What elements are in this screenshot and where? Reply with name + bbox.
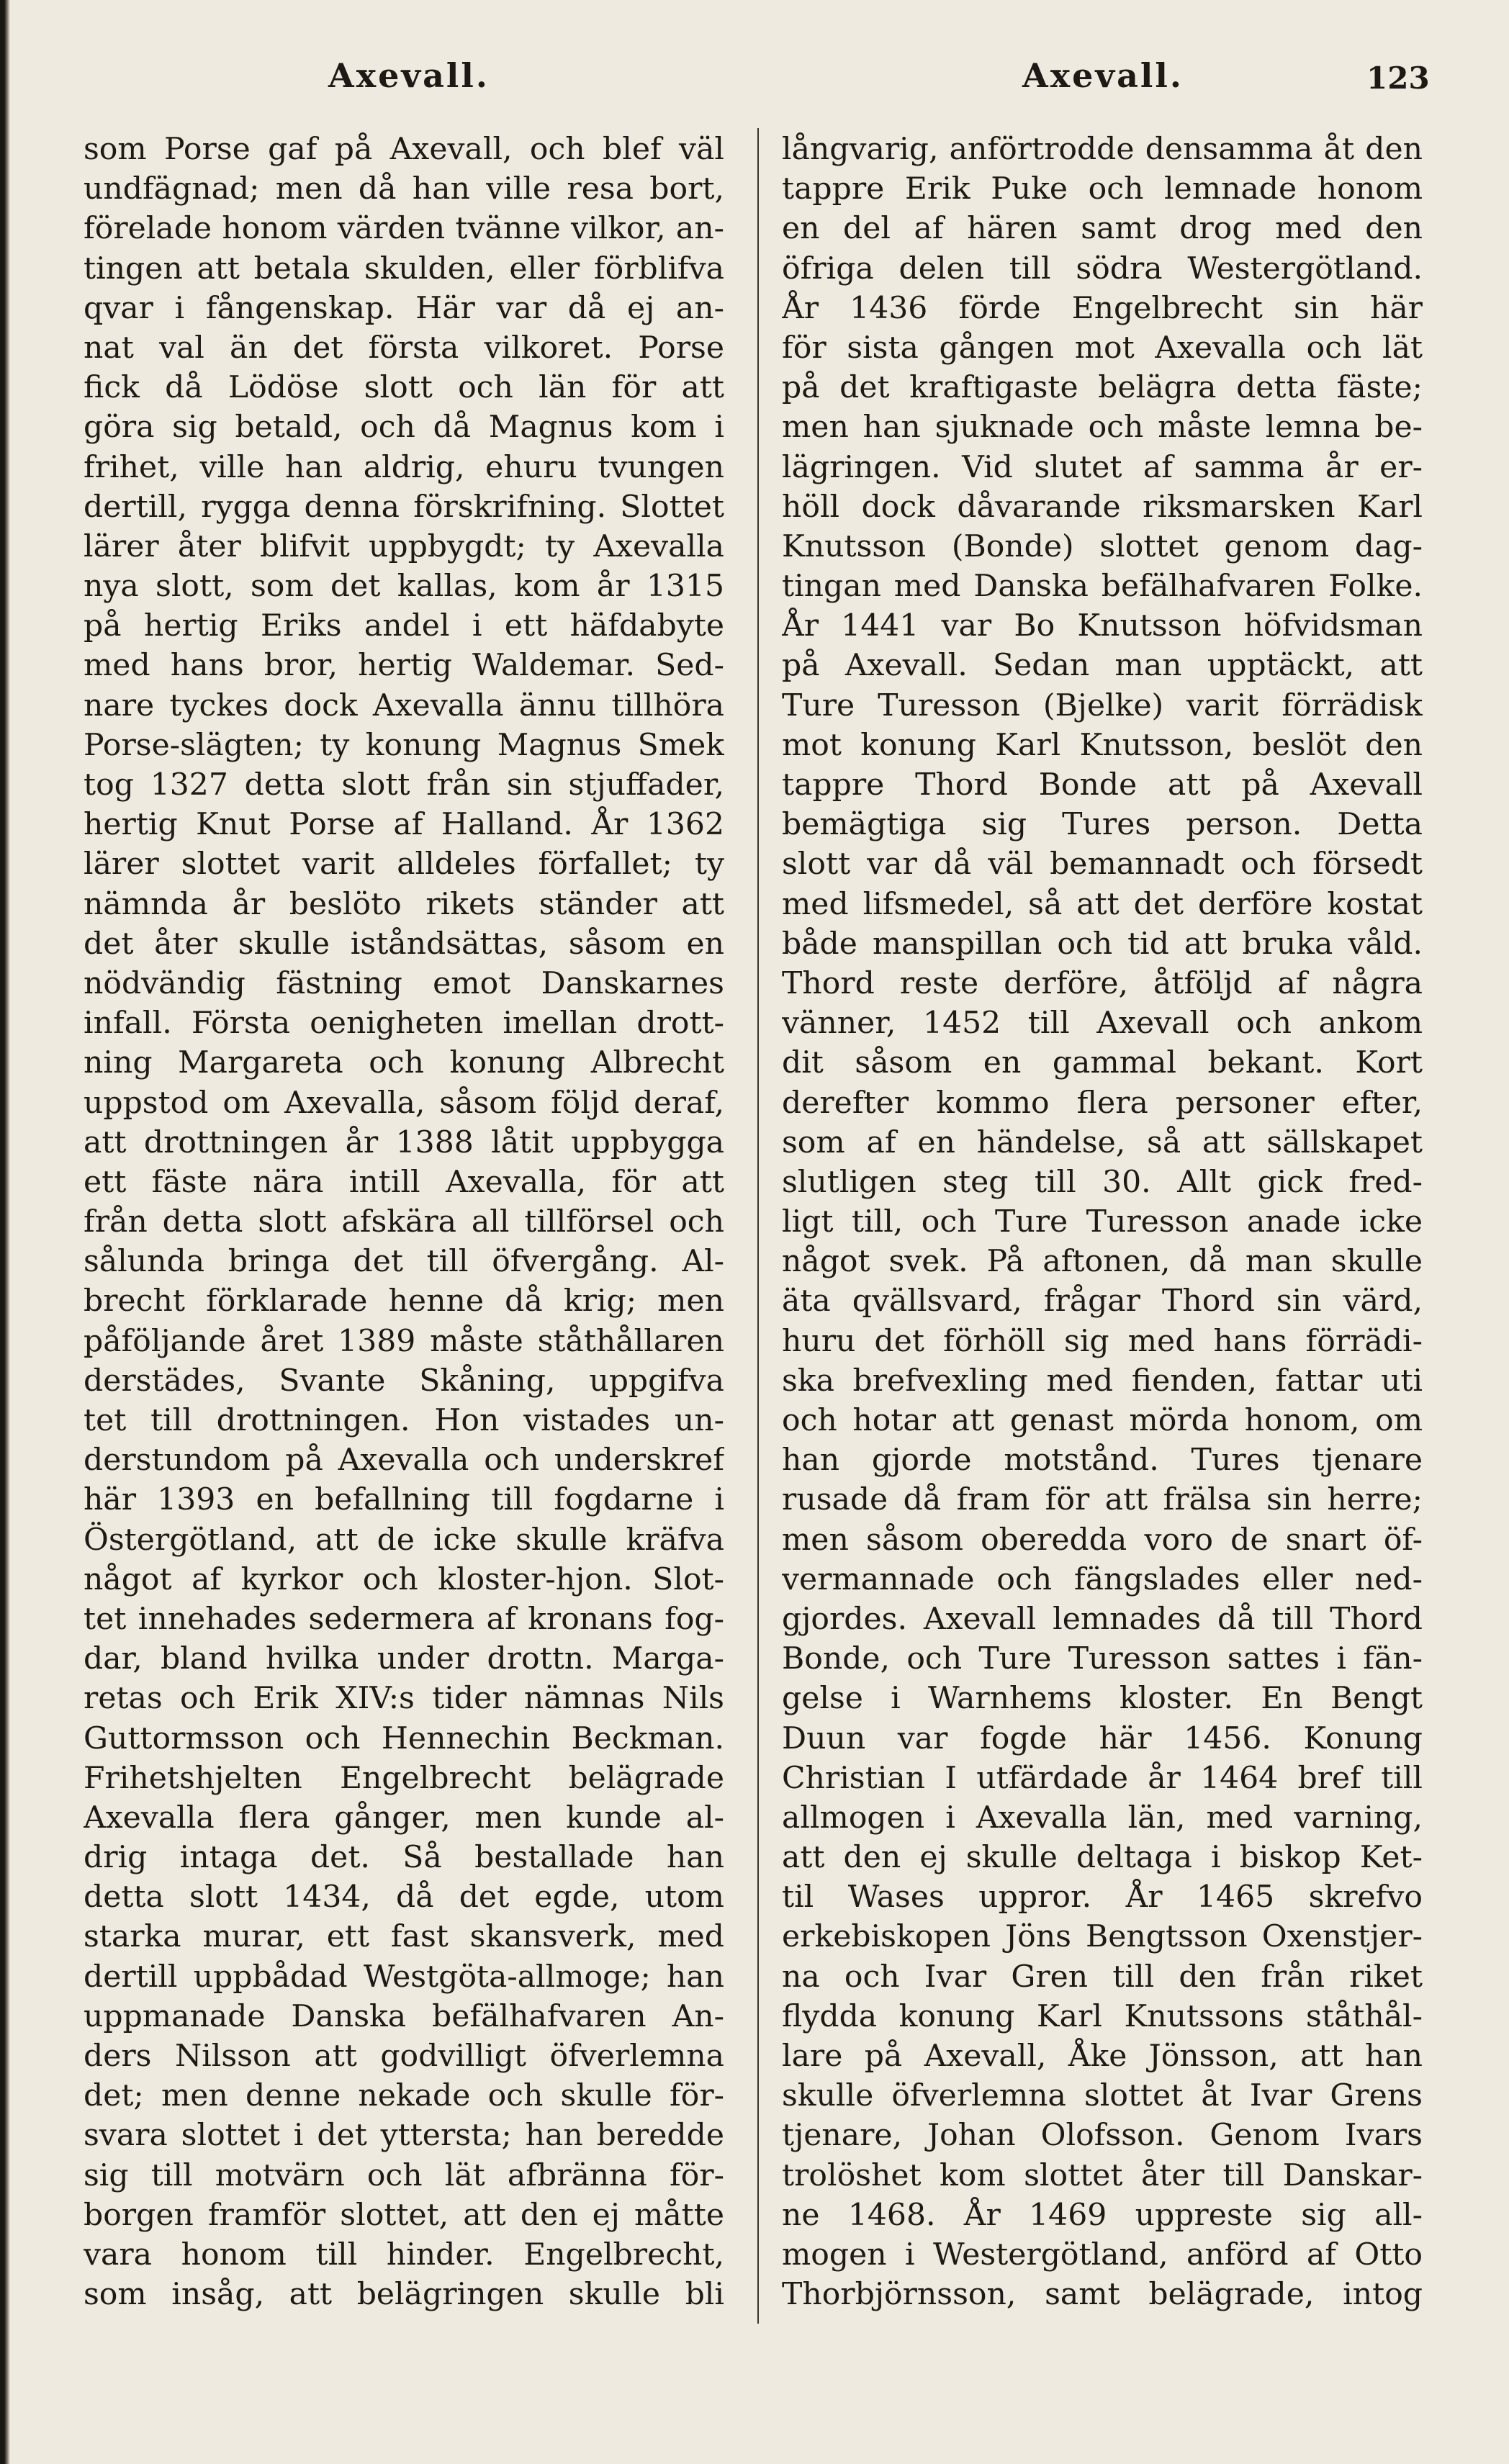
text-line: Porse-slägten; ty konung Magnus Smek xyxy=(84,727,724,763)
text-line: hertig Knut Porse af Halland. År 1362 xyxy=(84,807,724,843)
text-line: påföljande året 1389 måste ståthållaren xyxy=(84,1323,724,1359)
text-line: rusade då fram för att frälsa sin herre; xyxy=(782,1482,1423,1518)
text-line: undfägnad; men då han ville resa bort, xyxy=(84,171,724,207)
text-line: på det kraftigaste belägra detta fäste; xyxy=(782,370,1423,406)
text-line: derstundom på Axevalla och underskref xyxy=(84,1443,724,1479)
text-line: och hotar att genast mörda honom, om xyxy=(782,1403,1423,1438)
text-line: med hans bror, hertig Waldemar. Sed- xyxy=(84,648,724,684)
text-line: ett fäste nära intill Axevalla, för att xyxy=(84,1164,724,1200)
text-line: gjordes. Axevall lemnades då till Thord xyxy=(782,1601,1423,1637)
text-line: öfriga delen till södra Westergötland. xyxy=(782,251,1423,286)
text-line: slutligen steg till 30. Allt gick fred- xyxy=(782,1164,1423,1200)
text-line: vermannade och fängslades eller ned- xyxy=(782,1561,1423,1597)
text-line: ning Margareta och konung Albrecht xyxy=(84,1045,724,1081)
text-line: Ture Turesson (Bjelke) varit förrädisk xyxy=(782,687,1423,723)
left-text-column xyxy=(84,130,724,2314)
text-line: tingen att betala skulden, eller förblifva xyxy=(84,251,724,286)
text-line: retas och Erik XIV:s tider nämnas Nils xyxy=(84,1681,724,1717)
text-line: vänner, 1452 till Axevall och ankom xyxy=(782,1006,1423,1042)
text-line: Bonde, och Ture Turesson sattes i fän- xyxy=(782,1641,1423,1677)
text-line: lare på Axevall, Åke Jönsson, att han xyxy=(782,2039,1423,2074)
text-line: från detta slott afskära all tillförsel och xyxy=(84,1204,724,1240)
text-line: äta qvällsvard, frågar Thord sin värd, xyxy=(782,1283,1423,1319)
text-line: infall. Första oenigheten imellan drott- xyxy=(84,1006,724,1042)
text-line: År 1441 var Bo Knutsson höfvidsman xyxy=(782,608,1423,644)
text-line: för sista gången mot Axevalla och lät xyxy=(782,330,1423,366)
text-line: det; men denne nekade och skulle för- xyxy=(84,2078,724,2114)
text-line: nya slott, som det kallas, kom år 1315 xyxy=(84,569,724,605)
text-line: han gjorde motstånd. Tures tjenare xyxy=(782,1443,1423,1479)
text-line: nat val än det första vilkoret. Porse xyxy=(84,330,724,366)
text-line: som af en händelse, så att sällskapet xyxy=(782,1124,1423,1160)
text-line: Christian I utfärdade år 1464 bref till xyxy=(782,1760,1423,1796)
text-line: allmogen i Axevalla län, med varning, xyxy=(782,1800,1423,1836)
text-line: tingan med Danska befälhafvaren Folke. xyxy=(782,569,1423,605)
text-line: lärer åter blifvit uppbygdt; ty Axevalla xyxy=(84,528,724,564)
text-line: qvar i fångenskap. Här var då ej an- xyxy=(84,290,724,326)
text-line: tet till drottningen. Hon vistades un- xyxy=(84,1403,724,1438)
text-line: dertill, rygga denna förskrifning. Slottet xyxy=(84,489,724,525)
text-line: Axevalla flera gånger, men kunde al- xyxy=(84,1800,724,1836)
text-line: ders Nilsson att godvilligt öfverlemna xyxy=(84,2039,724,2074)
text-line: frihet, ville han aldrig, ehuru tvungen xyxy=(84,449,724,485)
text-line: vara honom till hinder. Engelbrecht, xyxy=(84,2237,724,2273)
text-line: Duun var fogde här 1456. Konung xyxy=(782,1720,1423,1756)
text-line: uppstod om Axevalla, såsom följd deraf, xyxy=(84,1085,724,1121)
text-line: flydda konung Karl Knutssons ståthål- xyxy=(782,1998,1423,2034)
text-line: både manspillan och tid att bruka våld. xyxy=(782,926,1423,962)
text-line: lärer slottet varit alldeles förfallet; ty xyxy=(84,847,724,883)
text-line: höll dock dåvarande riksmarsken Karl xyxy=(782,489,1423,525)
text-line: ligt till, och Ture Turesson anade icke xyxy=(782,1204,1423,1240)
text-line: detta slott 1434, då det egde, utom xyxy=(84,1879,724,1915)
right-text-column xyxy=(782,130,1423,2314)
text-line: til Wases uppror. År 1465 skrefvo xyxy=(782,1879,1423,1915)
text-line: på hertig Eriks andel i ett häfdabyte xyxy=(84,608,724,644)
text-line: mot konung Karl Knutsson, beslöt den xyxy=(782,727,1423,763)
text-line: Knutsson (Bonde) slottet genom dag- xyxy=(782,528,1423,564)
text-line: derstädes, Svante Skåning, uppgifva xyxy=(84,1363,724,1399)
text-line: huru det förhöll sig med hans förrädi- xyxy=(782,1323,1423,1359)
text-line: brecht förklarade henne då krig; men xyxy=(84,1283,724,1319)
text-line: nödvändig fästning emot Danskarnes xyxy=(84,965,724,1001)
text-line: att drottningen år 1388 låtit uppbygga xyxy=(84,1124,724,1160)
text-line: dit såsom en gammal bekant. Kort xyxy=(782,1045,1423,1081)
page-number: 123 xyxy=(1366,60,1430,96)
text-line: År 1436 förde Engelbrecht sin här xyxy=(782,290,1423,326)
text-line: med lifsmedel, så att det derföre kostat xyxy=(782,886,1423,922)
text-line: sig till motvärn och lät afbränna för- xyxy=(84,2157,724,2193)
text-line: nare tyckes dock Axevalla ännu tillhöra xyxy=(84,687,724,723)
text-line: Östergötland, att de icke skulle kräfva xyxy=(84,1522,724,1558)
text-line: uppmanade Danska befälhafvaren An- xyxy=(84,1998,724,2034)
text-line: det åter skulle iståndsättas, såsom en xyxy=(84,926,724,962)
text-line: trolöshet kom slottet åter till Danskar- xyxy=(782,2157,1423,2193)
text-line: göra sig betald, och då Magnus kom i xyxy=(84,410,724,446)
text-line: något af kyrkor och kloster-hjon. Slot- xyxy=(84,1561,724,1597)
left-running-header: Axevall. xyxy=(328,56,490,95)
text-line: ska brefvexling med fienden, fattar uti xyxy=(782,1363,1423,1399)
text-line: gelse i Warnhems kloster. En Bengt xyxy=(782,1681,1423,1717)
text-line: en del af hären samt drog med den xyxy=(782,211,1423,247)
text-line: fick då Lödöse slott och län för att xyxy=(84,370,724,406)
text-line: nämnda år beslöto rikets ständer att xyxy=(84,886,724,922)
text-line: skulle öfverlemna slottet åt Ivar Grens xyxy=(782,2078,1423,2114)
text-line: tappre Thord Bonde att på Axevall xyxy=(782,767,1423,803)
text-line: som Porse gaf på Axevall, och blef väl xyxy=(84,132,724,167)
text-line: svara slottet i det yttersta; han beredde xyxy=(84,2118,724,2154)
text-line: mogen i Westergötland, anförd af Otto xyxy=(782,2237,1423,2273)
text-line: erkebiskopen Jöns Bengtsson Oxenstjer- xyxy=(782,1919,1423,1955)
text-line: förelade honom värden tvänne vilkor, an- xyxy=(84,211,724,247)
text-line: Thorbjörnsson, samt belägrade, intog xyxy=(782,2277,1423,2313)
text-line: tappre Erik Puke och lemnade honom xyxy=(782,171,1423,207)
text-line: men såsom oberedda voro de snart öf- xyxy=(782,1522,1423,1558)
text-line: långvarig, anförtrodde densamma åt den xyxy=(782,132,1423,167)
text-line: drig intaga det. Så bestallade han xyxy=(84,1840,724,1876)
text-line: borgen framför slottet, att den ej måtte xyxy=(84,2197,724,2233)
text-line: dar, bland hvilka under drottn. Marga- xyxy=(84,1641,724,1677)
right-running-header: Axevall. xyxy=(1022,56,1184,95)
text-line: Frihetshjelten Engelbrecht belägrade xyxy=(84,1760,724,1796)
text-line: derefter kommo flera personer efter, xyxy=(782,1085,1423,1121)
text-line: slott var då väl bemannadt och försedt xyxy=(782,847,1423,883)
text-line: något svek. På aftonen, då man skulle xyxy=(782,1244,1423,1280)
text-line: att den ej skulle deltaga i biskop Ket- xyxy=(782,1840,1423,1876)
text-line: ne 1468. År 1469 uppreste sig all- xyxy=(782,2197,1423,2233)
text-line: här 1393 en befallning till fogdarne i xyxy=(84,1482,724,1518)
text-line: bemägtiga sig Tures person. Detta xyxy=(782,807,1423,843)
text-line: som insåg, att belägringen skulle bli xyxy=(84,2277,724,2313)
text-line: dertill uppbådad Westgöta-allmoge; han xyxy=(84,1959,724,1995)
text-line: sålunda bringa det till öfvergång. Al- xyxy=(84,1244,724,1280)
text-line: men han sjuknade och måste lemna be- xyxy=(782,410,1423,446)
text-line: na och Ivar Gren till den från riket xyxy=(782,1959,1423,1995)
text-line: Thord reste derföre, åtföljd af några xyxy=(782,965,1423,1001)
text-line: tet innehades sedermera af kronans fog- xyxy=(84,1601,724,1637)
text-line: på Axevall. Sedan man upptäckt, att xyxy=(782,648,1423,684)
column-divider xyxy=(757,128,759,2324)
text-line: tog 1327 detta slott från sin stjuffader, xyxy=(84,767,724,803)
text-line: Guttormsson och Hennechin Beckman. xyxy=(84,1720,724,1756)
text-line: lägringen. Vid slutet af samma år er- xyxy=(782,449,1423,485)
text-line: tjenare, Johan Olofsson. Genom Ivars xyxy=(782,2118,1423,2154)
text-line: starka murar, ett fast skansverk, med xyxy=(84,1919,724,1955)
page-edge-shadow xyxy=(0,0,10,2464)
